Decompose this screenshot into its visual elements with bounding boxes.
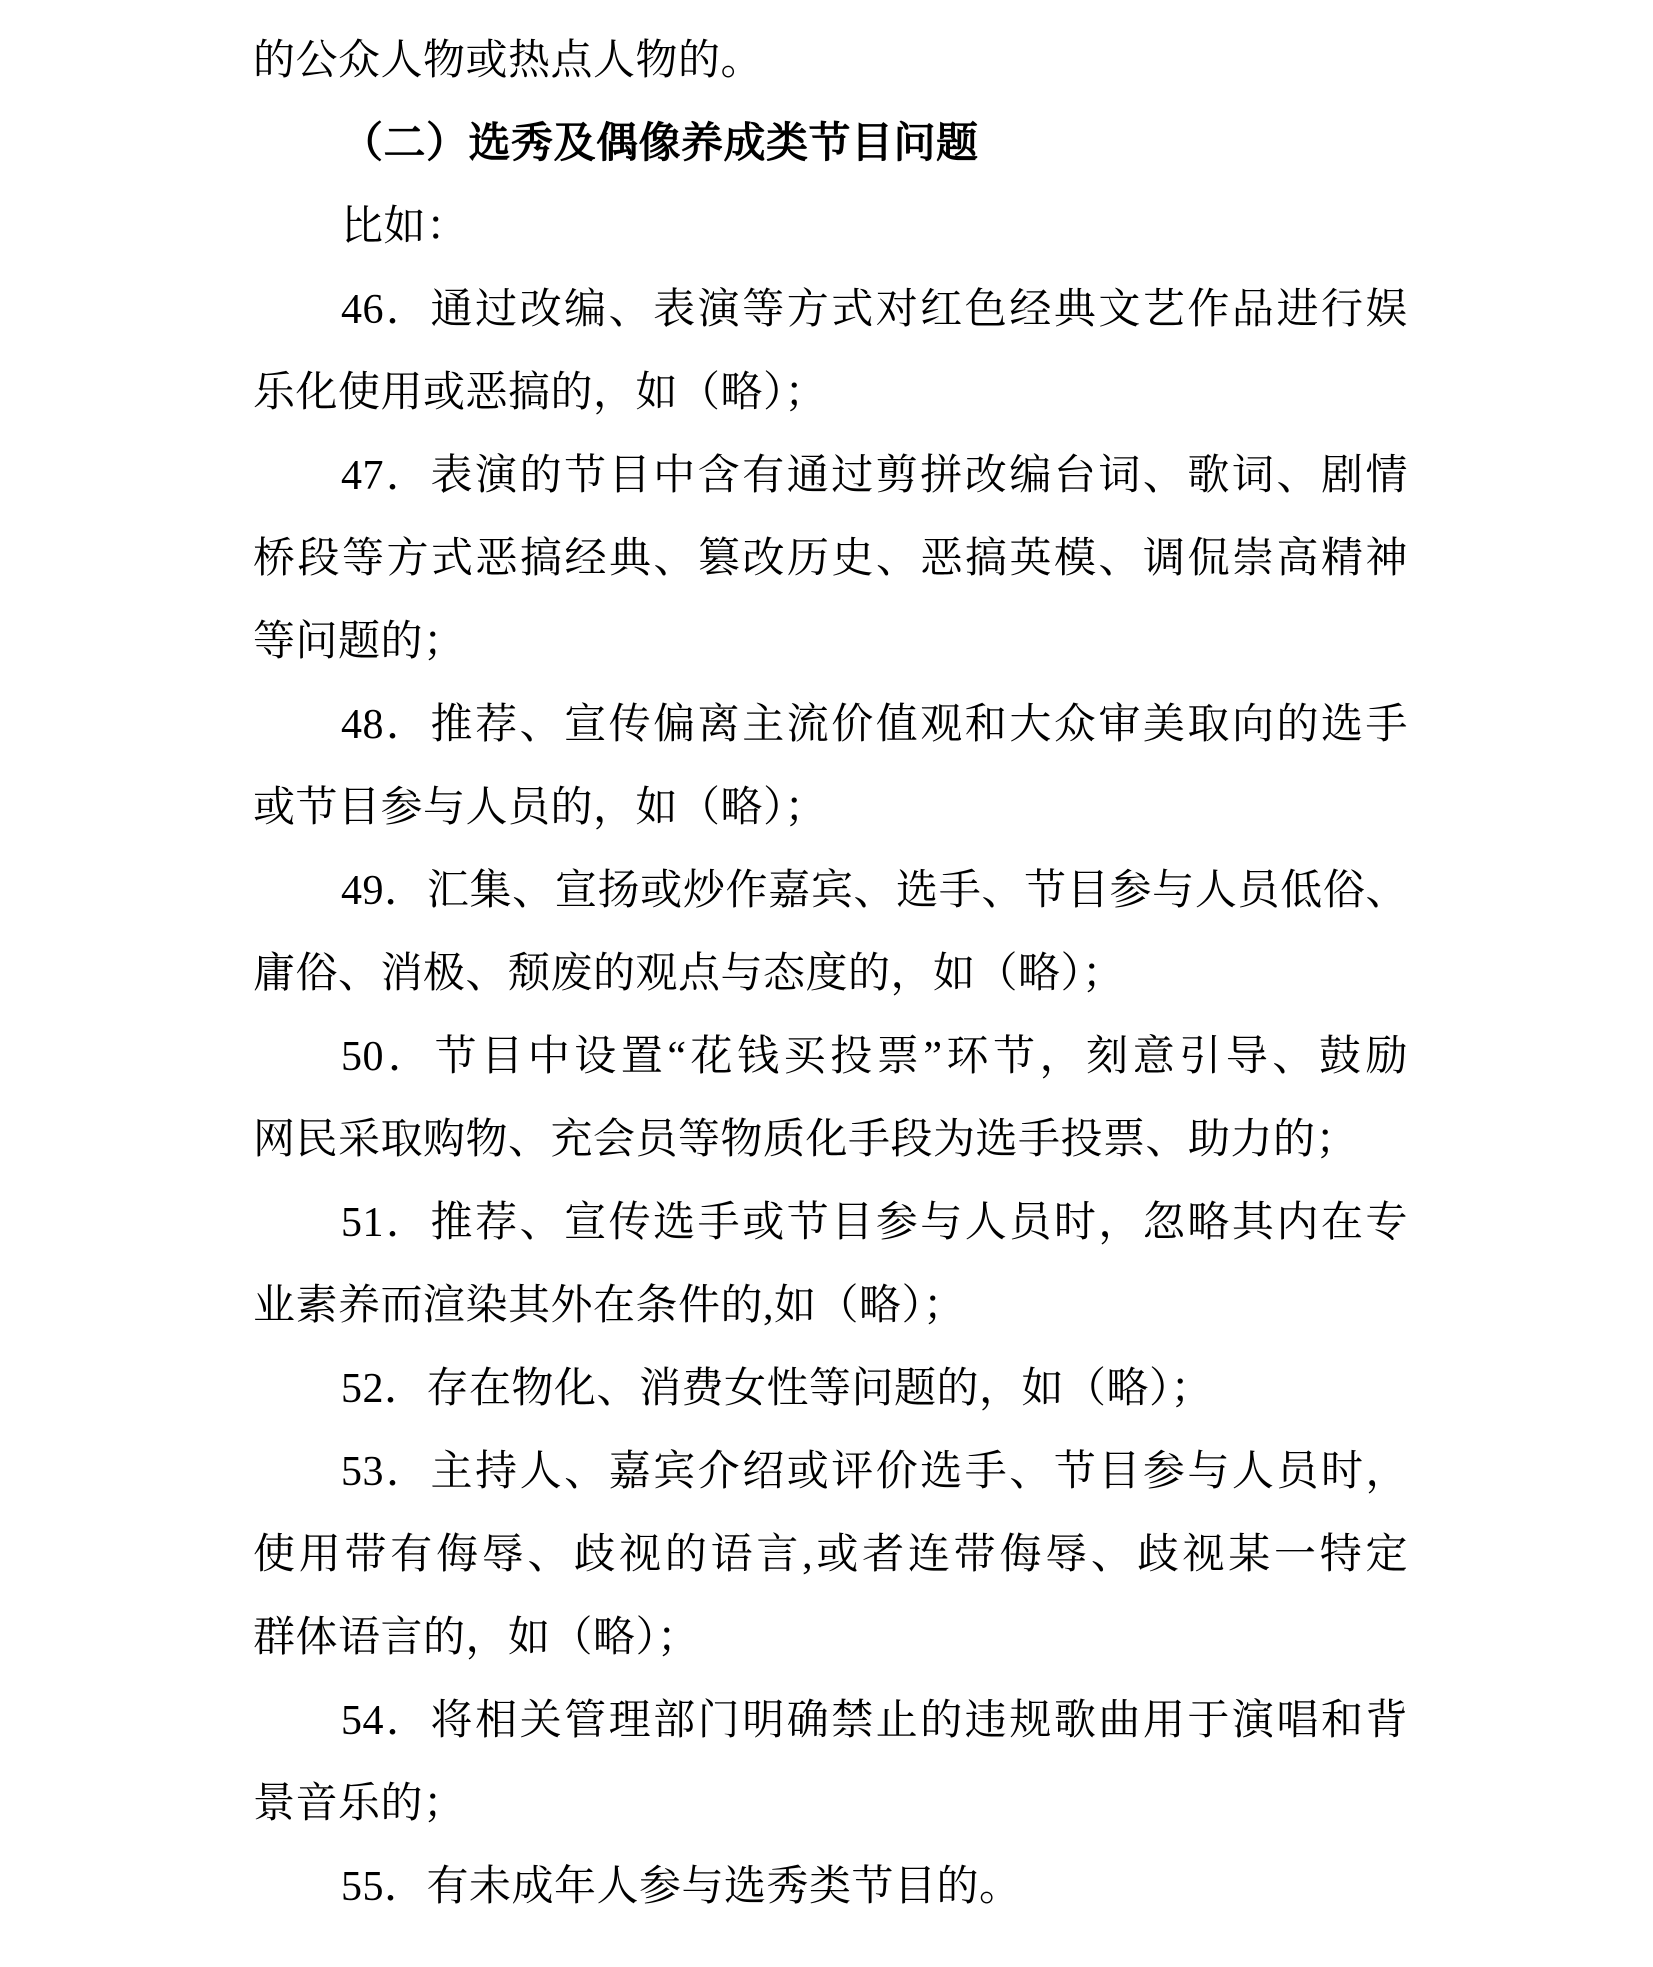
item-53-line-3: 群体语言的，如（略）；: [253, 1615, 700, 1661]
item-48-line-2: 或节目参与人员的，如（略）；: [253, 785, 828, 831]
item-53-line-1: 53．主持人、嘉宾介绍或评价选手、节目参与人员时，: [341, 1449, 1408, 1495]
item-50-line-1: 50．节目中设置“花钱买投票”环节，刻意引导、鼓励: [341, 1034, 1408, 1080]
item-49-line-2: 庸俗、消极、颓废的观点与态度的，如（略）；: [253, 951, 1125, 997]
item-46-line-2: 乐化使用或恶搞的，如（略）；: [253, 370, 828, 416]
item-55-line-1: 55．有未成年人参与选秀类节目的。: [341, 1864, 1022, 1910]
item-47-line-3: 等问题的；: [253, 619, 466, 665]
item-48-line-1: 48．推荐、宣传偏离主流价值观和大众审美取向的选手: [341, 702, 1408, 748]
intro-line: 比如：: [341, 204, 469, 250]
item-47-line-1: 47．表演的节目中含有通过剪拼改编台词、歌词、剧情: [341, 453, 1408, 499]
item-54-line-1: 54．将相关管理部门明确禁止的违规歌曲用于演唱和背: [341, 1698, 1408, 1744]
continuation-line: 的公众人物或热点人物的。: [253, 38, 764, 84]
item-47-line-2: 桥段等方式恶搞经典、篡改历史、恶搞英模、调侃崇高精神: [253, 536, 1408, 582]
section-heading: （二）选秀及偶像养成类节目问题: [341, 121, 979, 167]
item-50-line-2: 网民采取购物、充会员等物质化手段为选手投票、助力的；: [253, 1117, 1359, 1163]
item-49-line-1: 49．汇集、宣扬或炒作嘉宾、选手、节目参与人员低俗、: [341, 868, 1408, 914]
item-51-line-1: 51．推荐、宣传选手或节目参与人员时，忽略其内在专: [341, 1200, 1408, 1246]
document-page: [253, 20, 1408, 1929]
item-54-line-2: 景音乐的；: [253, 1781, 466, 1827]
item-51-line-2: 业素养而渲染其外在条件的,如（略）；: [253, 1283, 966, 1329]
item-53-line-2: 使用带有侮辱、歧视的语言,或者连带侮辱、歧视某一特定: [253, 1532, 1408, 1578]
item-46-line-1: 46．通过改编、表演等方式对红色经典文艺作品进行娱: [341, 287, 1408, 333]
item-52-line-1: 52．存在物化、消费女性等问题的，如（略）；: [341, 1366, 1214, 1412]
